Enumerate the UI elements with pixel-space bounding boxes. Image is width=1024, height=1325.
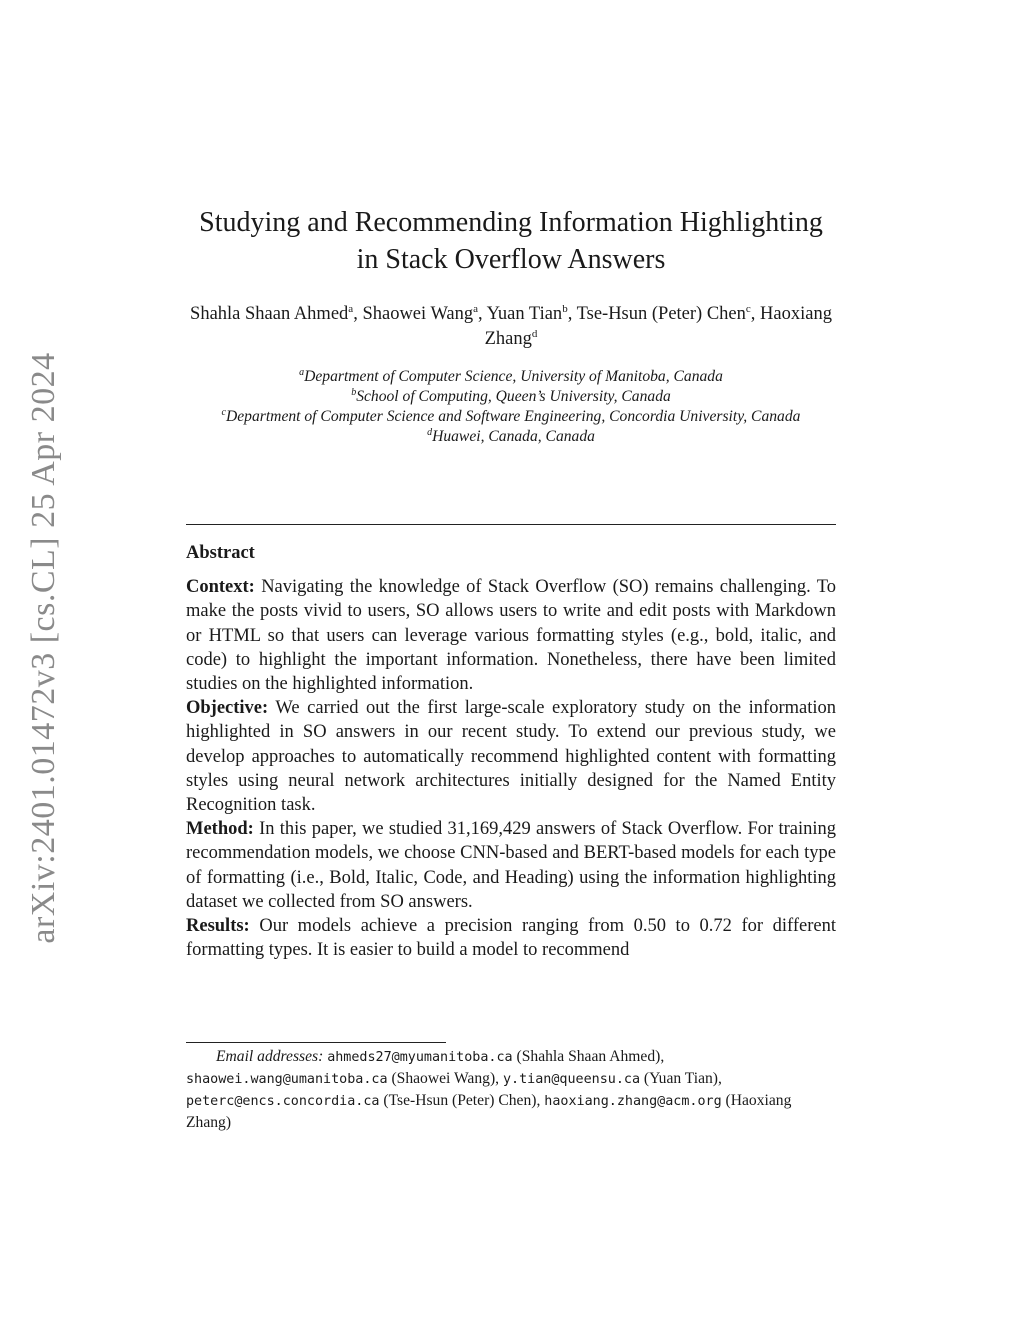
email-link[interactable]: y.tian@queensu.ca (502, 1072, 641, 1087)
arxiv-identifier: arXiv:2401.01472v3 [cs.CL] 25 Apr 2024 (25, 352, 62, 944)
author-list (186, 302, 836, 352)
email-footnote: Email addresses: ahmeds27@myumanitoba.ca (Shahla Shaan Ahmed), shaowei.wang@umanitoba.ca (Shaowei Wang), y.tian@queensu.ca (Yuan Tian), peterc@encs.concordia.ca (Tse-Hsun (Peter) Chen), haoxiang.zhang@acm.org (Haoxiang Zhang) (186, 1048, 792, 1131)
affiliation: $^a$Department of Computer Science, University of Manitoba, Canada (299, 367, 723, 385)
email-link[interactable]: peterc@encs.concordia.ca (186, 1094, 380, 1109)
abstract (186, 541, 836, 962)
email-link[interactable]: haoxiang.zhang@acm.org (544, 1094, 722, 1109)
section-divider (186, 524, 836, 525)
email-link[interactable]: ahmeds27@myumanitoba.ca (327, 1050, 513, 1065)
section-label: Context: (186, 577, 255, 598)
title-line: Studying and Recommending Information Highlighting (199, 207, 823, 238)
affiliation-list (186, 367, 836, 447)
paper-title (186, 204, 836, 278)
abstract-paragraph: Context: Navigating the knowledge of Stack Overflow (SO) remains challenging. To make the posts vivid to users, SO allows users to write and edit posts with Markdown or HTML so that users can leverage various formatting styles (e.g., bold, italic, and code) to highlight the important information. Nonetheless, there have been limited studies on the highlighted information. (186, 577, 837, 695)
author: Shahla Shaan Ahmed$^a$, (190, 303, 363, 324)
section-label: Objective: (186, 698, 269, 719)
abstract-paragraph: Objective: We carried out the first large-scale exploratory study on the information highlighted in SO answers in our recent study. To extend our previous study, we develop approaches to automatically recommend highlighted content with formatting styles using neural network architectures initially designed for the Named Entity Recognition task. (186, 698, 837, 816)
footnote-lead: Email addresses: (216, 1048, 324, 1065)
email-link[interactable]: shaowei.wang@umanitoba.ca (186, 1072, 388, 1087)
affiliation: $^d$Huawei, Canada, Canada (427, 427, 595, 445)
abstract-heading: Abstract (186, 543, 255, 563)
affiliation: $^c$Department of Computer Science and Software Engineering, Concordia University, Canada (221, 407, 801, 425)
abstract-paragraph: Method: In this paper, we studied 31,169,429 answers of Stack Overflow. For training recommendation models, we choose CNN-based and BERT-based models for each type of formatting (i.e., Bold, Italic, Code, and Heading) using the information highlighting dataset we collected from SO answers. (186, 819, 837, 912)
author: Yuan Tian$^b$, (486, 303, 577, 324)
section-label: Method: (186, 819, 254, 840)
footnote-divider (186, 1042, 446, 1043)
author: Tse-Hsun (Peter) Chen$^c$, (576, 303, 761, 324)
abstract-paragraph: Results: Our models achieve a precision ranging from 0.50 to 0.72 for different formatting types. It is easier to build a model to recommend (186, 916, 836, 961)
affiliation: $^b$School of Computing, Queen’s University, Canada (351, 387, 671, 405)
author: Shaowei Wang$^a$, (362, 303, 487, 324)
title-line: in Stack Overflow Answers (356, 244, 666, 275)
section-label: Results: (186, 916, 250, 937)
author: Haoxiang Zhang$^d$ (484, 304, 832, 349)
